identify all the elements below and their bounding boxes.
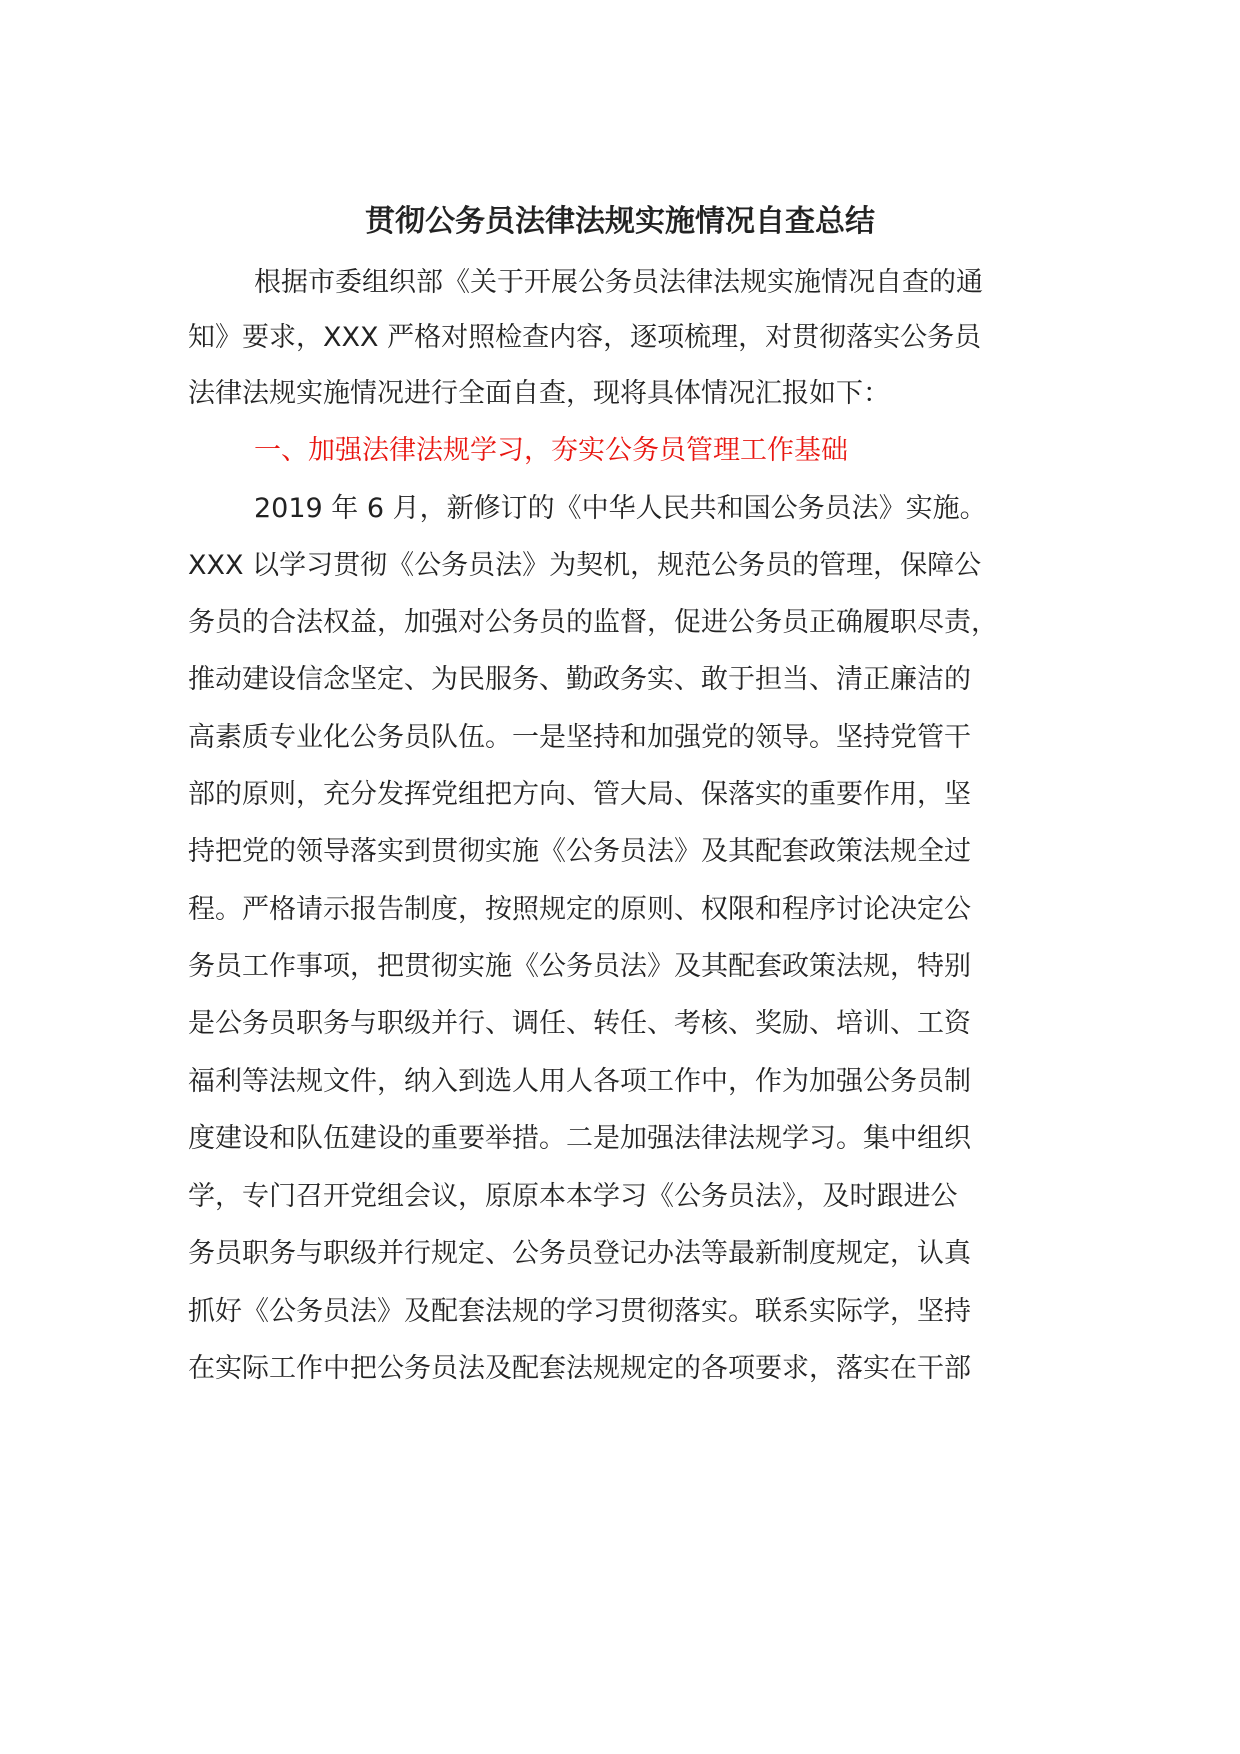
body-line-6: 部的原则，充分发挥党组把方向、管大局、保落实的重要作用，坚 (188, 779, 971, 810)
body-line-7: 持把党的领导落实到贯彻实施《公务员法》及其配套政策法规全过 (188, 836, 971, 867)
body-line-2: XXX 以学习贯彻《公务员法》为契机，规范公务员的管理，保障公 (188, 550, 982, 581)
body-line-11: 福利等法规文件，纳入到选人用人各项工作中，作为加强公务员制 (188, 1066, 971, 1097)
body-line-5: 高素质专业化公务员队伍。一是坚持和加强党的领导。坚持党管干 (188, 722, 971, 753)
body-line-15: 抓好《公务员法》及配套法规的学习贯彻落实。联系实际学，坚持 (188, 1296, 971, 1327)
section-heading: 一、加强法律法规学习，夯实公务员管理工作基础 (254, 435, 848, 466)
body-line-9: 务员工作事项，把贯彻实施《公务员法》及其配套政策法规，特别 (188, 951, 971, 982)
body-line-12: 度建设和队伍建设的重要举措。二是加强法律法规学习。集中组织 (188, 1123, 971, 1154)
body-line-14: 务员职务与职级并行规定、公务员登记办法等最新制度规定，认真 (188, 1238, 971, 1269)
body-line-4: 推动建设信念坚定、为民服务、勤政务实、敢于担当、清正廉洁的 (188, 664, 971, 695)
body-line-8: 程。严格请示报告制度，按照规定的原则、权限和程序讨论决定公 (188, 894, 971, 925)
body-line-10: 是公务员职务与职级并行、调任、转任、考核、奖励、培训、工资 (188, 1008, 971, 1039)
body-line-1: 2019 年 6 月，新修订的《中华人民共和国公务员法》实施。 (254, 493, 987, 524)
body-line-3: 务员的合法权益，加强对公务员的监督，促进公务员正确履职尽责， (188, 607, 998, 638)
intro-line-1: 根据市委组织部《关于开展公务员法律法规实施情况自查的通 (254, 267, 983, 298)
body-line-13: 学，专门召开党组会议，原原本本学习《公务员法》，及时跟进公 (188, 1181, 958, 1212)
intro-line-2: 知》要求，XXX 严格对照检查内容，逐项梳理，对贯彻落实公务员 (188, 322, 982, 353)
intro-line-3: 法律法规实施情况进行全面自查，现将具体情况汇报如下： (188, 378, 890, 409)
body-line-16: 在实际工作中把公务员法及配套法规规定的各项要求，落实在干部 (188, 1353, 971, 1384)
document-title: 贯彻公务员法律法规实施情况自查总结 (365, 204, 875, 239)
